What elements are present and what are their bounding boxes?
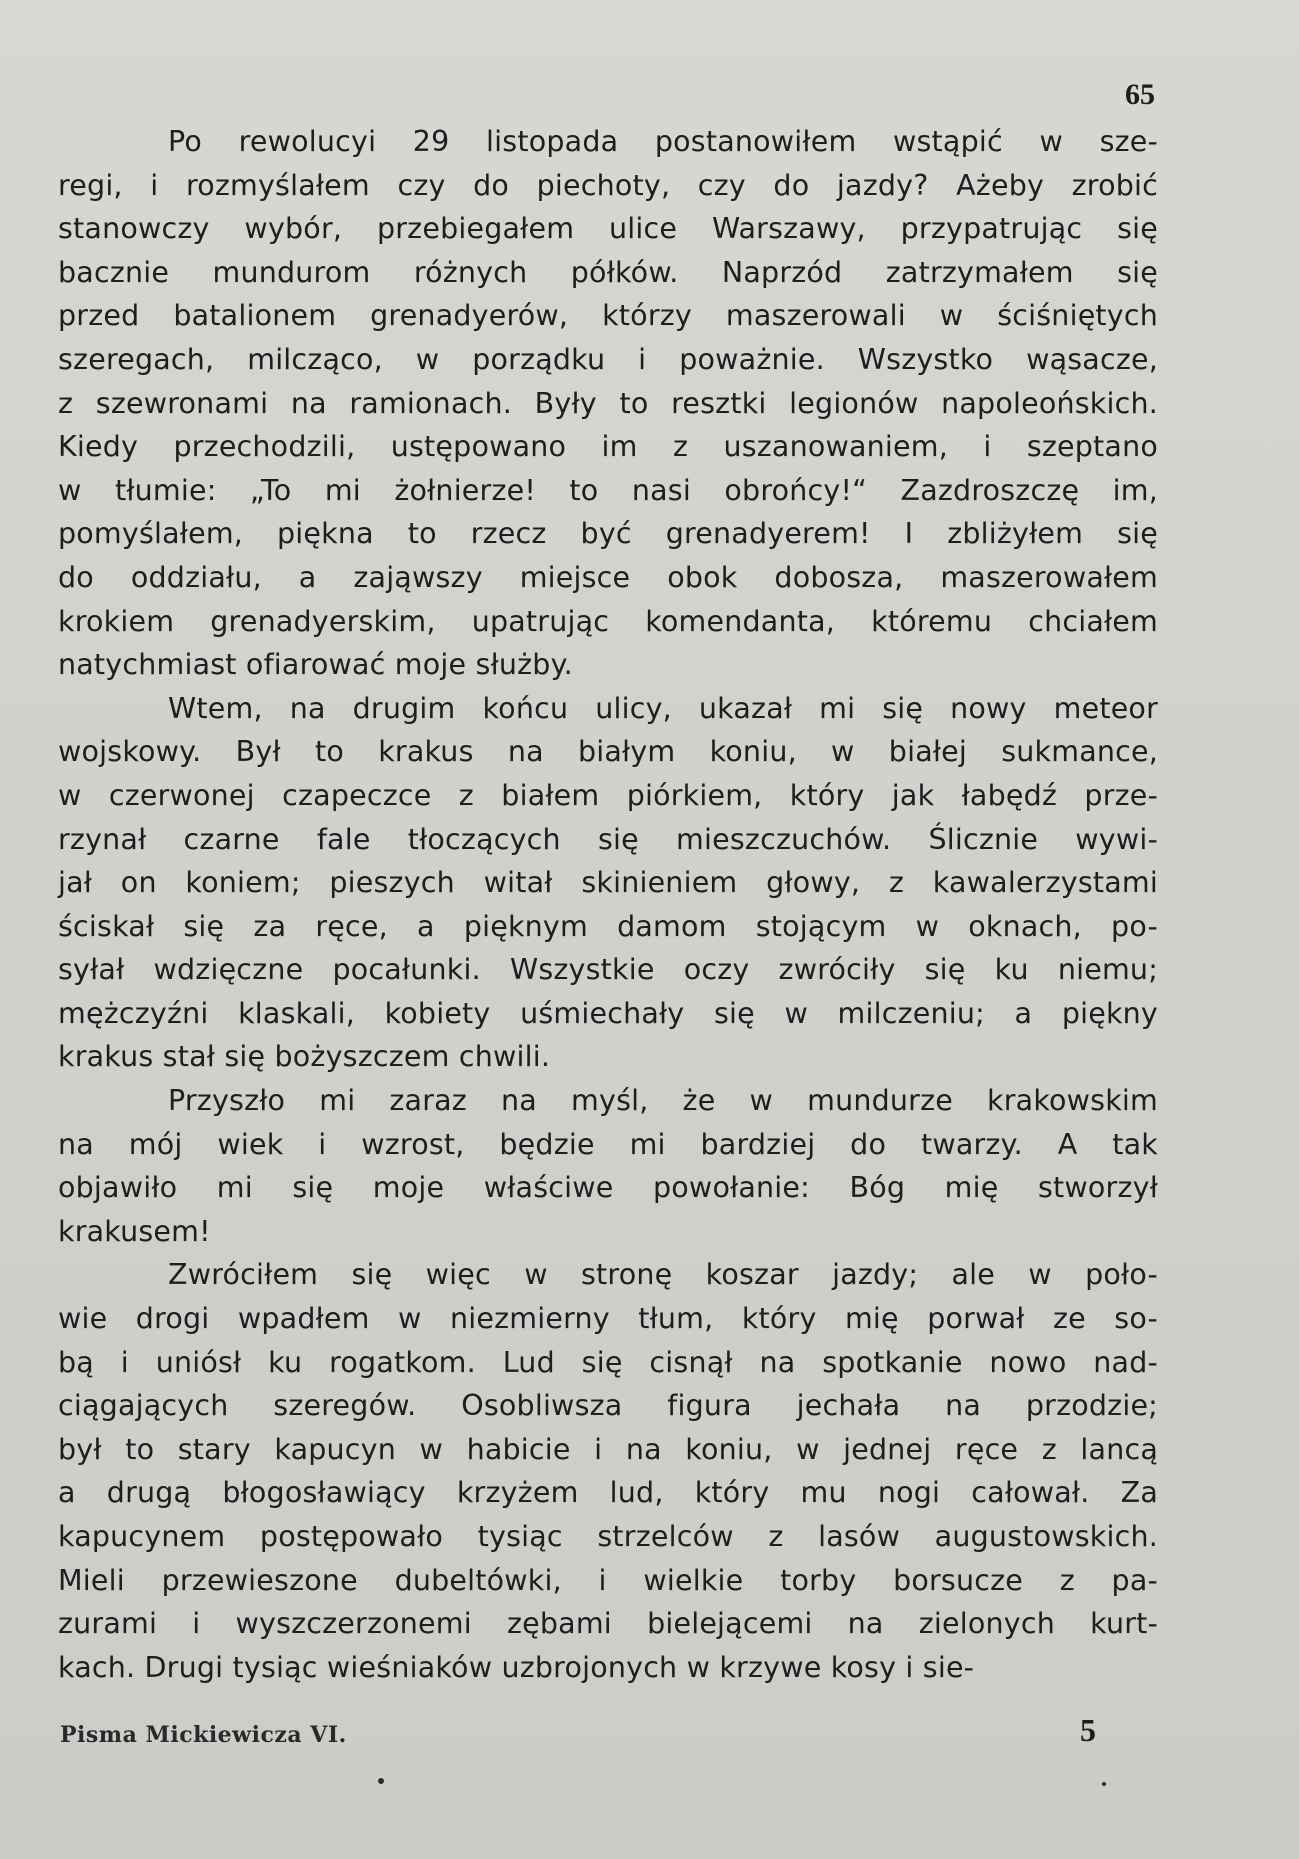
text-line: wojskowy. Był to krakus na białym koniu, w białej sukmance,: [58, 735, 1158, 769]
text-line: Kiedy przechodzili, ustępowano im z uszanowaniem, i szeptano: [58, 430, 1158, 464]
text-line: przed batalionem grenadyerów, którzy maszerowali w ściśniętych: [58, 299, 1158, 333]
text-line: Mieli przewieszone dubeltówki, i wielkie torby borsucze z pa-: [58, 1563, 1158, 1597]
text-line: krakusem!: [58, 1214, 211, 1248]
text-line: z szewronami na ramionach. Były to resztki legionów napoleońskich.: [58, 386, 1158, 420]
text-line: wie drogi wpadłem w niezmierny tłum, który mię porwał ze so-: [58, 1302, 1158, 1336]
text-line: ściskał się za ręce, a pięknym damom stojącym w oknach, po-: [58, 909, 1158, 943]
text-line: na mój wiek i wzrost, będzie mi bardziej do twarzy. A tak: [58, 1127, 1158, 1161]
text-line: bacznie mundurom różnych półków. Naprzód zatrzymałem się: [58, 255, 1158, 289]
footer-source: Pisma Mickiewicza VI.: [60, 1722, 347, 1748]
page-number: 65: [1125, 78, 1155, 111]
text-line: kach. Drugi tysiąc wieśniaków uzbrojonych w krzywe kosy i sie-: [58, 1650, 975, 1684]
text-line: pomyślałem, piękna to rzecz być grenadyerem! I zbliżyłem się: [58, 517, 1158, 551]
text-line: rzynał czarne fale tłoczących się mieszczuchów. Ślicznie wywi-: [58, 822, 1158, 856]
text-line: do oddziału, a zająwszy miejsce obok dobosza, maszerowałem: [58, 560, 1158, 594]
text-line: ciągających szeregów. Osobliwsza figura jechała na przodzie;: [58, 1389, 1158, 1423]
text-line: objawiło mi się moje właściwe powołanie: Bóg mię stworzył: [58, 1171, 1158, 1205]
text-line: szeregach, milcząco, w porządku i poważnie. Wszystko wąsacze,: [58, 342, 1158, 376]
ink-speck: [378, 1778, 384, 1784]
text-line: zurami i wyszczerzonemi zębami bielejącemi na zielonych kurt-: [58, 1607, 1158, 1641]
text-line: Po rewolucyi 29 listopada postanowiłem wstąpić w sze-: [168, 125, 1158, 158]
text-line: natychmiast ofiarować moje służby.: [58, 648, 573, 682]
text-line: regi, i rozmyślałem czy do piechoty, czy do jazdy? Ażeby zrobić: [58, 168, 1158, 202]
text-line: kapucynem postępowało tysiąc strzelców z lasów augustowskich.: [58, 1520, 1158, 1553]
body-text: [58, 120, 1158, 1689]
text-line: Zwróciłem się więc w stronę koszar jazdy; ale w poło-: [168, 1258, 1158, 1292]
text-line: bą i uniósł ku rogatkom. Lud się cisnął na spotkanie nowo nad-: [58, 1345, 1158, 1379]
text-line: w czerwonej czapeczce z białem piórkiem, który jak łabędź prze-: [58, 778, 1158, 812]
text-line: był to stary kapucyn w habicie i na koniu, w jednej ręce z lancą: [58, 1432, 1158, 1466]
ink-speck: [1102, 1782, 1106, 1786]
text-line: w tłumie: „To mi żołnierze! to nasi obrońcy!“ Zazdroszczę im,: [58, 473, 1158, 507]
signature-mark: 5: [1080, 1712, 1096, 1748]
text-line: mężczyźni klaskali, kobiety uśmiechały się w milczeniu; a piękny: [58, 996, 1158, 1030]
text-line: Przyszło mi zaraz na myśl, że w mundurze krakowskim: [168, 1084, 1158, 1118]
text-line: Wtem, na drugim końcu ulicy, ukazał mi się nowy meteor: [168, 691, 1158, 725]
text-line: jał on koniem; pieszych witał skinieniem głowy, z kawalerzystami: [58, 866, 1158, 900]
text-line: krokiem grenadyerskim, upatrując komendanta, któremu chciałem: [58, 604, 1158, 638]
text-line: a drugą błogosławiący krzyżem lud, który mu nogi całował. Za: [58, 1476, 1158, 1510]
text-line: krakus stał się bożyszczem chwili.: [58, 1040, 551, 1074]
text-line: stanowczy wybór, przebiegałem ulice Warszawy, przypatrując się: [58, 212, 1158, 246]
text-line: syłał wdzięczne pocałunki. Wszystkie oczy zwróciły się ku niemu;: [58, 953, 1158, 987]
